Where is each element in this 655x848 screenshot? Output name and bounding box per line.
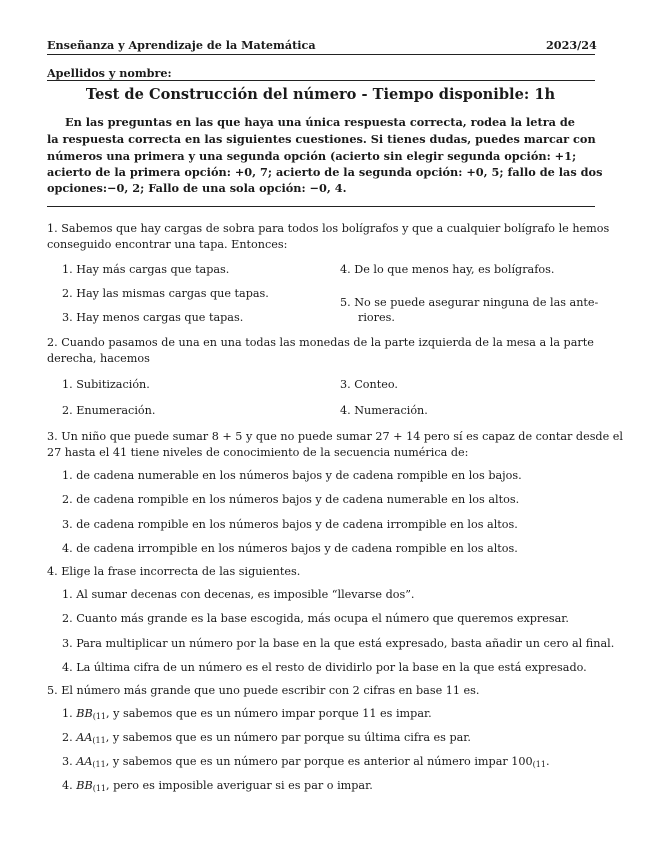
q3-option-3[interactable]: 3. de cadena rompible en los números bajos y de cadena irrompible en los altos. <box>62 518 518 531</box>
base-subscript: (11 <box>92 784 107 793</box>
q1-option-5-cont[interactable]: riores. <box>358 311 395 324</box>
q2-option-3[interactable]: 3. Conteo. <box>340 378 398 391</box>
question-1-stem: 1. Sabemos que hay cargas de sobra para todos los bolígrafos y que a cualquier bolígrafo le hemos <box>47 222 610 235</box>
question-1-stem: conseguido encontrar una tapa. Entonces: <box>47 238 288 251</box>
academic-year: 2023/24 <box>546 38 597 52</box>
question-2-stem: derecha, hacemos <box>47 352 150 365</box>
q4-option-4[interactable]: 4. La última cifra de un número es el resto de dividirlo por la base en la que está expresado. <box>62 661 587 674</box>
q2-option-4[interactable]: 4. Numeración. <box>340 404 428 417</box>
question-2-stem: 2. Cuando pasamos de una en una todas las monedas de la parte izquierda de la mesa a la parte <box>47 336 594 349</box>
q1-option-1[interactable]: 1. Hay más cargas que tapas. <box>62 263 230 276</box>
q4-option-1[interactable]: 1. Al sumar decenas con decenas, es imposible “llevarse dos”. <box>62 588 415 601</box>
base-number: AA <box>76 755 93 768</box>
instructions-rule <box>47 206 595 207</box>
base-number: AA <box>76 731 93 744</box>
q4-option-3[interactable]: 3. Para multiplicar un número por la base en la que está expresado, basta añadir un cero al final. <box>62 637 615 650</box>
q1-option-3[interactable]: 3. Hay menos cargas que tapas. <box>62 311 244 324</box>
instructions-line: En las preguntas en las que haya una única respuesta correcta, rodea la letra de <box>65 115 575 129</box>
question-5-stem: 5. El número más grande que uno puede escribir con 2 cifras en base 11 es. <box>47 684 480 697</box>
q5-option-1[interactable] <box>62 707 432 721</box>
q1-option-2[interactable]: 2. Hay las mismas cargas que tapas. <box>62 287 269 300</box>
question-4-stem: 4. Elige la frase incorrecta de las siguientes. <box>47 565 301 578</box>
question-3-stem: 3. Un niño que puede sumar 8 + 5 y que no puede sumar 27 + 14 pero sí es capaz de contar desde el <box>47 430 623 443</box>
q5-option-4[interactable] <box>62 779 373 793</box>
instructions-line: números una primera y una segunda opción (acierto sin elegir segunda opción: +1; <box>47 149 577 163</box>
base-number: BB <box>76 779 93 792</box>
q3-option-4[interactable]: 4. de cadena irrompible en los números bajos y de cadena rompible en los altos. <box>62 542 518 555</box>
option-text: , y sabemos que es un número par porque es anterior al número impar 100 <box>105 755 533 768</box>
option-text: , y sabemos que es un número par porque su última cifra es par. <box>105 731 471 744</box>
option-number: 4. <box>62 779 73 792</box>
q5-option-3[interactable] <box>62 755 550 769</box>
q5-option-2[interactable] <box>62 731 471 745</box>
q1-option-5[interactable]: 5. No se puede asegurar ninguna de las ante- <box>340 296 599 309</box>
q3-option-2[interactable]: 2. de cadena rompible en los números bajos y de cadena numerable en los altos. <box>62 493 520 506</box>
option-text: , pero es imposible averiguar si es par o impar. <box>106 779 373 792</box>
name-rule <box>47 80 595 81</box>
q3-option-1[interactable]: 1. de cadena numerable en los números bajos y de cadena rompible en los bajos. <box>62 469 522 482</box>
name-label: Apellidos y nombre: <box>47 66 172 80</box>
final-period: . <box>545 755 550 768</box>
base-subscript: (11 <box>92 736 106 745</box>
question-3-stem: 27 hasta el 41 tiene niveles de conocimiento de la secuencia numérica de: <box>47 446 469 459</box>
option-number: 2. <box>62 731 73 744</box>
base-subscript: (11 <box>532 760 546 769</box>
instructions-line: acierto de la primera opción: +0, 7; acierto de la segunda opción: +0, 5; fallo de las dos <box>47 165 603 179</box>
base-number: BB <box>76 707 93 720</box>
exam-title: Test de Construcción del número - Tiempo disponible: 1h <box>85 86 556 103</box>
option-text: , y sabemos que es un número impar porque 11 es impar. <box>106 707 432 720</box>
instructions-line: opciones:−0, 2; Fallo de una sola opción: −0, 4. <box>47 181 347 195</box>
header-rule <box>47 54 595 55</box>
instructions-line: la respuesta correcta en las siguientes cuestiones. Si tienes dudas, puedes marcar con <box>47 132 596 146</box>
q4-option-2[interactable]: 2. Cuanto más grande es la base escogida, más ocupa el número que queremos expresar. <box>62 612 569 625</box>
option-number: 3. <box>62 755 73 768</box>
q2-option-1[interactable]: 1. Subitización. <box>62 378 150 391</box>
course-title: Enseñanza y Aprendizaje de la Matemática <box>47 38 316 52</box>
q1-option-4[interactable]: 4. De lo que menos hay, es bolígrafos. <box>340 263 555 276</box>
option-number: 1. <box>62 707 73 720</box>
q2-option-2[interactable]: 2. Enumeración. <box>62 404 156 417</box>
base-subscript: (11 <box>92 712 107 721</box>
base-subscript: (11 <box>92 760 106 769</box>
